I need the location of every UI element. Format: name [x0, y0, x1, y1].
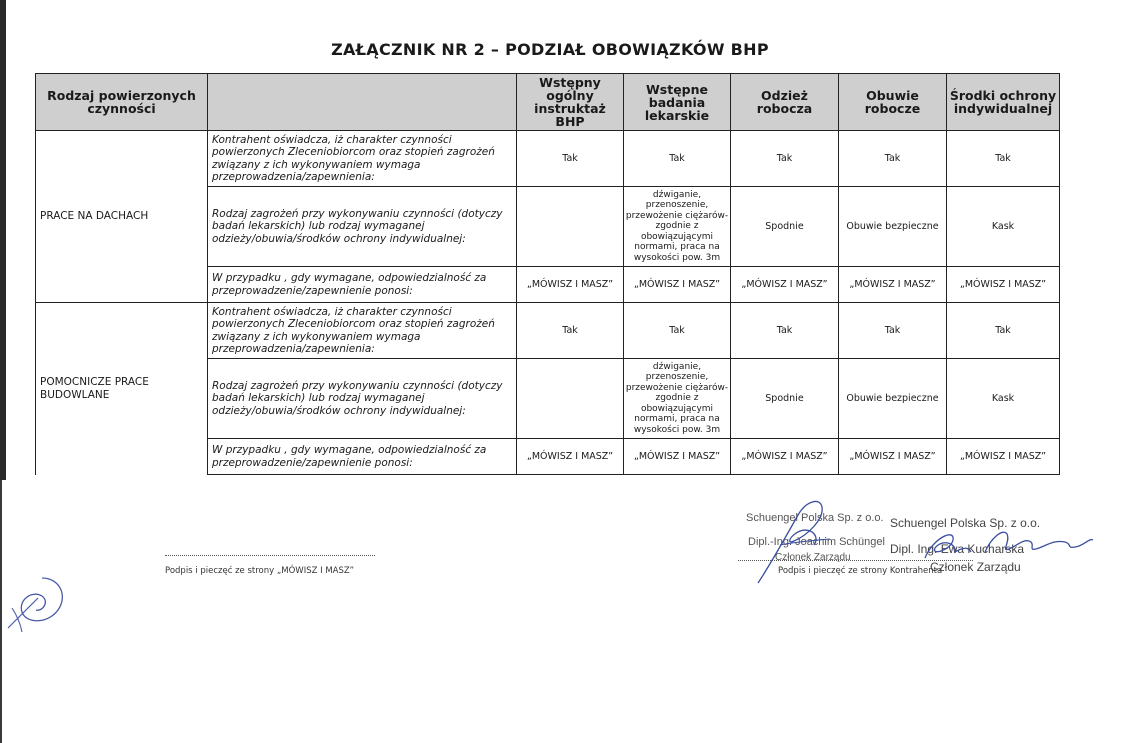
document-title: ZAŁĄCZNIK NR 2 – PODZIAŁ OBOWIĄZKÓW BHP [331, 40, 769, 59]
row-description: W przypadku , gdy wymagane, odpowiedzialność za przeprowadzenie/zapewnienie ponosi: [208, 267, 517, 303]
cell-value: „MÓWISZ I MASZ” [947, 267, 1060, 303]
header-srodki: Środki ochrony indywidualnej [947, 74, 1060, 131]
cell-value: Tak [947, 131, 1060, 187]
handwritten-signature [750, 495, 840, 590]
company-stamp: Schuengel Polska Sp. z o.o. [890, 516, 1041, 530]
cell-value [517, 359, 624, 439]
cell-value: Tak [731, 303, 839, 359]
cell-value: Tak [624, 303, 731, 359]
header-odziez: Odzież robocza [731, 74, 839, 131]
stamp-role: Członek Zarządu [930, 560, 1021, 574]
table-header-row [36, 74, 1060, 131]
cell-value: dźwiganie, przenoszenie, przewożenie ciężarów-zgodnie z obowiązującymi normami, praca na wysokości pow. 3m [624, 187, 731, 267]
header-badania: Wstępne badania lekarskie [624, 74, 731, 131]
stamp-name: Dipl.-Ing. Joachim Schüngel [748, 536, 885, 548]
cell-value: „MÓWISZ I MASZ” [517, 439, 624, 475]
company-stamp: Schuengel Polska Sp. z o.o. [746, 512, 884, 524]
cell-value: „MÓWISZ I MASZ” [517, 267, 624, 303]
cell-value: Obuwie bezpieczne [839, 359, 947, 439]
cell-value [517, 187, 624, 267]
cell-value: Obuwie bezpieczne [839, 187, 947, 267]
cell-value: „MÓWISZ I MASZ” [731, 267, 839, 303]
handwritten-initials [2, 568, 72, 638]
signature-line-left [165, 555, 375, 556]
cell-value: „MÓWISZ I MASZ” [839, 267, 947, 303]
cell-value: Spodnie [731, 359, 839, 439]
cell-value: Tak [839, 303, 947, 359]
stamp-name: Dipl. Ing. Ewa Kucharska [890, 542, 1025, 556]
cell-value: dźwiganie, przenoszenie, przewożenie ciężarów-zgodnie z obowiązującymi normami, praca na wysokości pow. 3m [624, 359, 731, 439]
header-rodzaj: Rodzaj powierzonych czynności [36, 74, 208, 131]
cell-value: Tak [839, 131, 947, 187]
cell-value: „MÓWISZ I MASZ” [731, 439, 839, 475]
row-description: Kontrahent oświadcza, iż charakter czynności powierzonych Zleceniobiorcom oraz stopień zagrożeń związany z ich wykonywaniem wymaga przeprowadzenia/zapewnienia: [208, 303, 517, 359]
header-instruktaz: Wstępny ogólny instruktaż BHP [517, 74, 624, 131]
cell-value: „MÓWISZ I MASZ” [624, 267, 731, 303]
cell-value: „MÓWISZ I MASZ” [947, 439, 1060, 475]
row-description: W przypadku , gdy wymagane, odpowiedzialność za przeprowadzenie/zapewnienie ponosi: [208, 439, 517, 475]
cell-value: Kask [947, 359, 1060, 439]
group-name: POMOCNICZE PRACE BUDOWLANE [36, 303, 208, 475]
cell-value: Tak [947, 303, 1060, 359]
header-obuwie: Obuwie robocze [839, 74, 947, 131]
row-description: Rodzaj zagrożeń przy wykonywaniu czynności (dotyczy badań lekarskich) lub rodzaj wymaganej odzieży/obuwia/środków ochrony indywidualnej: [208, 359, 517, 439]
cell-value: Tak [624, 131, 731, 187]
group-name: PRACE NA DACHACH [36, 131, 208, 303]
cell-value: „MÓWISZ I MASZ” [624, 439, 731, 475]
cell-value: Tak [517, 303, 624, 359]
cell-value: „MÓWISZ I MASZ” [839, 439, 947, 475]
cell-value: Tak [517, 131, 624, 187]
stamp-role: Członek Zarządu [775, 552, 851, 563]
cell-value: Tak [731, 131, 839, 187]
row-description: Kontrahent oświadcza, iż charakter czynności powierzonych Zleceniobiorcom oraz stopień zagrożeń związany z ich wykonywaniem wymaga przeprowadzenia/zapewnienia: [208, 131, 517, 187]
table-row [36, 303, 1060, 359]
cell-value: Kask [947, 187, 1060, 267]
signature-caption-right: Podpis i pieczęć ze strony Kontrahenta [778, 566, 943, 576]
header-blank [208, 74, 517, 131]
cell-value: Spodnie [731, 187, 839, 267]
table-row [36, 131, 1060, 187]
row-description: Rodzaj zagrożeń przy wykonywaniu czynności (dotyczy badań lekarskich) lub rodzaj wymaganej odzieży/obuwia/środków ochrony indywidualnej: [208, 187, 517, 267]
signature-caption-left: Podpis i pieczęć ze strony „MÓWISZ I MASZ” [165, 566, 354, 576]
scan-edge [0, 0, 6, 480]
bhp-duties-table [35, 73, 1060, 475]
handwritten-signature [915, 518, 1095, 578]
